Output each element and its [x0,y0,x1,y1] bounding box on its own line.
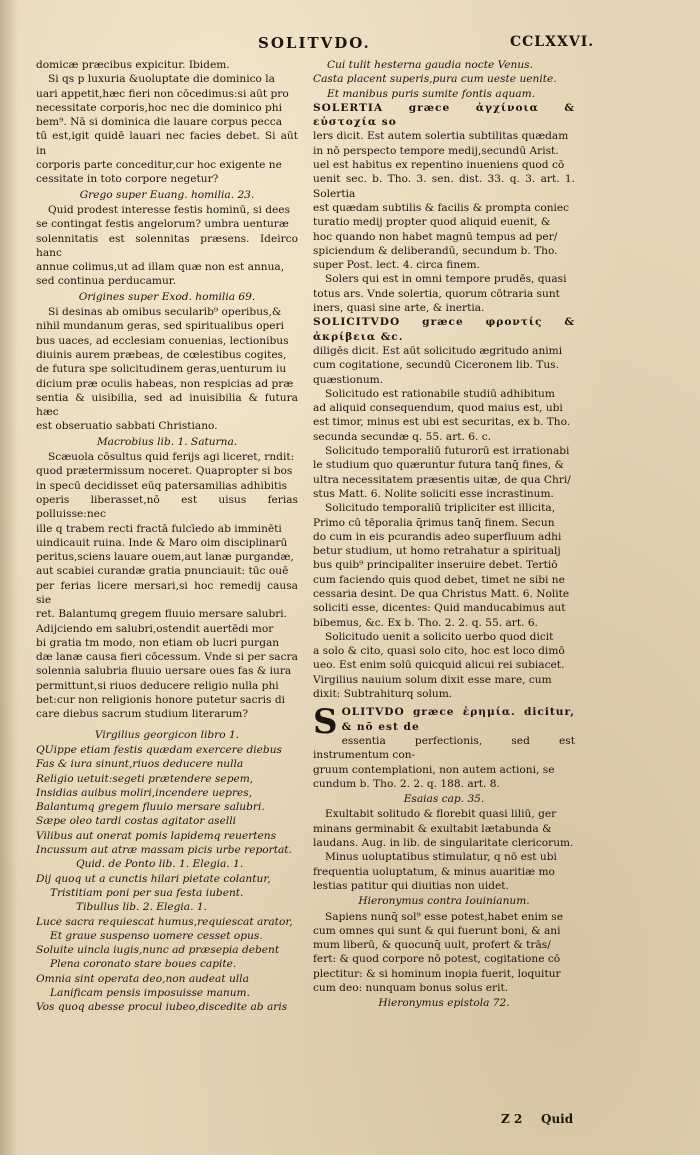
text-line: Solicitudo temporaliū tripliciter est illicita, [325,502,556,515]
verse-line: Tristitiam poni per sua festa iubent. [50,886,244,899]
verse-line: Omnia sint operata deo,non audeat ulla [36,972,249,985]
entry-headword-line: SOLERTIA græce ἀγχίνοια & εὐστοχία so [313,101,575,129]
text-line: mum liberū, & quocunq̄ uult, profert & trās/ [313,939,551,952]
text-line: cessitate in toto corpore negetur? [36,173,219,186]
verse-line: Et graue suspenso uomere cesset opus. [50,929,263,942]
text-line: bus quib⁹ principaliter inseruire debet. Tertiō [313,559,558,572]
right-column [313,58,575,1012]
text-line: secunda secundæ q. 55. art. 6. c. [313,430,492,443]
text-line: le studium quo quæruntur futura tanq̄ fines, & [313,459,564,472]
text-line: ret. Balantumq gregem fluuio mersare salubri. [36,608,288,621]
verse-line: Plena coronato stare boues capite. [50,958,237,971]
text-line: bi gratia tm modo, non etiam ob lucri purgan [36,636,280,649]
verse-line: Fas & iura sinunt,riuos deducere nulla [36,758,244,771]
text-line: Si desinas ab omibus secularib⁹ operibus,& [48,306,282,319]
text-line: est obseruatio sabbati Christiano. [36,420,218,433]
text-line: cundum b. Tho. 2. 2. q. 188. art. 8. [313,777,500,790]
text-line: bibemus, &c. Ex b. Tho. 2. 2. q. 55. art. 6. [313,616,538,629]
text-line: diligēs dicit. Est aūt solicitudo ægritudo animi [313,344,563,357]
text-line: de futura spe solicitudinem geras,uenturum iu [36,363,287,376]
source-heading: Hieronymus epistola 72. [378,997,510,1010]
text-line: Quid prodest interesse festis hominū, si dees [48,203,291,216]
text-line: in specū decidisset eūq patersamilias adhibitis [36,479,288,492]
text-line: Solicitudo temporaliū futurorū est irrationabi [325,445,570,458]
text-line: minans germinabit & exultabit lætabunda & [313,822,552,835]
source-heading: Virgilius georgicon libro 1. [94,728,240,741]
text-line: cum cogitatione, secundū Ciceronem lib. Tus. [313,359,559,372]
text-line: uari appetit,hæc fieri non cōcedimus:si aūt pro [36,87,289,100]
text-line: Scæuola cōsultus quid ferijs agi liceret, rndit: [48,451,295,464]
source-heading: Tibullus lib. 2. Elegia. 1. [76,901,207,914]
signature-mark: Z 2 [501,1112,523,1126]
text-line: quæstionum. [313,373,384,386]
text-line: est quædam subtilis & facilis & prompta coniec [313,201,570,214]
left-column [36,58,298,1015]
text-line: totus ars. Vnde solertia, quorum cōtraria sunt [313,287,560,300]
page-edge-shadow [0,0,18,1155]
entry-headword-line: OLITVDO græce ἐρημία. dicitur, & nō est de [341,706,575,733]
text-line: Solicitudo uenit a solicito uerbo quod dicit [325,630,554,643]
text-line: dæ lanæ causa fieri cōcessum. Vnde si per sacra [36,651,298,664]
text-line: necessitate corporis,hoc nec die dominico phi [36,101,282,114]
text-line: ultra necessitatem præsentis uitæ, de qua Chri/ [313,473,571,486]
verse-line: Cui tulit hesterna gaudia nocte Venus. [327,59,533,71]
text-line: quod prætermissum noceret. Quapropter si bos [36,465,293,478]
text-line: do cum in eis pcurandis adeo superfluum adhi [313,530,562,543]
text-line: cum deo: nunquam bonus solus erit. [313,982,509,994]
entry-solitudo [313,702,575,791]
running-title: SOLITVDO. [258,34,371,52]
verse-line: Vilibus aut onerat pomis lapidemq reuertens [36,829,277,842]
verse-line: Et manibus puris sumite fontis aquam. [327,87,536,100]
text-line: Solicitudo est rationabile studiū adhibitum [325,387,555,400]
source-heading: Macrobius lib. 1. Saturna. [96,435,238,448]
verse-line: Insidias auibus moliri,incendere uepres, [36,786,253,799]
text-line: iners, quasi sine arte, & inertia. [313,302,485,315]
text-line: sed continua perducamur. [36,275,177,288]
verse-line: Luce sacra requiescat humus,requiescat arator, [36,915,293,928]
text-line: dixit: Subtrahiturq solum. [313,688,453,701]
verse-line: Balantumq gregem fluuio mersare salubri. [36,801,265,814]
text-line: Virgilius nauium solum dixit esse mare, cum [313,673,552,686]
text-line: tū est,igit quidē lauari nec facies debet. Si aūt in [36,130,298,157]
text-line: permittunt,si riuos deducere religio nulla phi [36,679,279,692]
text-line: Si qs p luxuria &uoluptate die dominico la [48,73,275,86]
text-line: in nō perspecto tempore medij,secundū Arist. [313,144,559,157]
text-line: ueo. Est enim solū quicquid alicui rei subiacet. [313,659,565,672]
text-line: domicæ præcibus expicitur. Ibidem. [36,59,230,71]
text-line: betur studium, ut homo retrahatur a spiritualj [313,545,561,558]
verse-line: Sæpe oleo tardi costas agitator aselli [36,815,237,828]
source-heading: Grego super Euang. homilia. 23. [79,188,255,201]
text-line: lestias patitur qui diuitias non uidet. [313,879,509,892]
text-line: hoc quando non habet magnū tempus ad per/ [313,230,558,243]
text-line: bem⁹. Nā si dominica die lauare corpus pecca [36,116,283,129]
text-line: Solers qui est in omni tempore prudēs, quasi [325,273,567,286]
text-line: cum faciendo quis quod debet, timet ne sibi ne [313,573,565,586]
text-line: fert: & quod corpore nō potest, cogitatione cō [313,953,561,966]
source-heading: Quid. de Ponto lib. 1. Elegia. 1. [76,858,244,871]
text-line: uel est habitus ex repentino inueniens quod cō [313,159,565,172]
text-line: sentia & uisibilia, sed ad inuisibilia & futura hæc [36,391,298,419]
text-line: solennia salubria fluuio uersare oues fas & iura [36,665,292,678]
text-line: uenit sec. b. Tho. 3. sen. dist. 33. q. 3. art. 1. Solertia [313,173,575,200]
text-line: Adijciendo em salubri,ostendit auertēdi mor [36,622,274,635]
verse-line: QUippe etiam festis quædam exercere diebus [36,743,282,756]
text-line: bet:cur non religionis honore putetur sacris di [36,694,285,707]
folio-number: CCLXXVI. [510,34,595,50]
text-line: laudans. Aug. in lib. de singularitate clericorum. [313,837,574,850]
verse-line: Vos quoq abesse procul iubeo,discedite ab aris [36,1001,288,1014]
text-line: ille q trabem recti fractā fulcīedo ab imminēti [36,522,282,535]
text-line: nihil mundanum geras, sed spiritualibus operi [36,320,285,333]
source-heading: Esaias cap. 35. [403,793,485,806]
verse-line: Lanificam pensis imposuisse manum. [50,987,250,999]
text-line: solennitatis est solennitas præsens. Ideirco hanc [36,232,298,259]
text-line: care diebus sacrum studium literarum? [36,708,248,721]
text-line: Exultabit solitudo & florebit quasi liliū, ger [325,808,557,821]
text-line: ad aliquid consequendum, quod maius est, ubi [313,402,563,415]
text-line: diuinis aurem præbeas, de cœlestibus cogites, [36,348,287,361]
text-line: uindicauit ruina. Inde & Maro oim disciplinarū [36,536,288,549]
text-line: peritus,sciens lauare ouem,aut lanæ purgandæ, [36,551,294,564]
verse-line: Soluite uincla iugis,nunc ad præsepia debent [36,944,280,957]
verse-line: Dij quoq ut a cunctis hilari pietate colantur, [36,872,271,885]
drop-cap-initial: S [313,702,338,743]
text-line: stus Matt. 6. Nolite soliciti esse incrastinum. [313,487,554,500]
text-line: plectitur: & si hominum inopia fuerit, loquitur [313,967,561,980]
text-line: dicium præ oculis habeas, non respicias ad præ [36,377,294,390]
text-line: bus uaces, ad ecclesiam conuenias, lectionibus [36,334,289,347]
text-line: lers dicit. Est autem solertia subtilitas quædam [313,130,569,143]
text-line: Primo cū tēporalia q̄rimus tanq̄ finem. Secun [313,516,555,529]
entry-headword-line: SOLICITVDO græce φροντίς & ἀκρίβεια &c. [313,316,575,343]
text-line: cum omnes qui sunt & qui fuerunt boni, & ani [313,924,561,937]
text-line: est timor, minus est ubi est securitas, ex b. Tho. [313,416,571,429]
text-line: aut scabiei curandæ gratia pnunciauit: tūc ouē [36,565,289,578]
text-line: soliciti esse, dicentes: Quid manducabimus aut [313,602,566,615]
text-line: Minus uoluptatibus stimulatur, q nō est ubi [325,851,557,864]
verse-line: Religio uetuit:segeti prætendere sepem, [36,772,254,785]
text-line: cessaria desint. De qua Christus Matt. 6. Nolite [313,587,570,600]
text-line: a solo & cito, quasi solo cito, hoc est loco dimō [313,645,565,658]
verse-line: Casta placent superis,pura cum ueste uenite. [313,73,557,86]
text-line: per ferias licere mersari,si hoc remedij causa sie [36,579,298,606]
text-line: annue colimus,ut ad illam quæ non est annua, [36,261,285,274]
text-line: frequentia uoluptatum, & minus auaritiæ mo [313,865,555,878]
catchword: Quid [541,1112,574,1126]
text-line: Sapiens nunq̄ sol⁹ esse potest,habet enim se [325,910,564,923]
text-line: gruum contemplationi, non autem actioni, se [313,763,555,776]
text-line: spiciendum & deliberandū, secundum b. Tho. [313,244,558,257]
text-line: se contingat festis angelorum? umbra uenturæ [36,218,289,231]
text-line: super Post. lect. 4. circa finem. [313,259,480,272]
text-line: corporis parte conceditur,cur hoc exigente ne [36,159,282,172]
source-heading: Origines super Exod. homilia 69. [78,290,256,303]
text-line: operis liberasset,nō est uisus ferias polluisse:nec [36,493,298,521]
text-line: turatio medij propter quod aliquid euenit, & [313,216,551,229]
source-heading: Hieronymus contra Iouinianum. [358,895,530,908]
text-line: essentia perfectionis, sed est instrumentum con- [313,734,575,762]
verse-line: Incussum aut atræ massam picis urbe reportat. [36,844,292,857]
